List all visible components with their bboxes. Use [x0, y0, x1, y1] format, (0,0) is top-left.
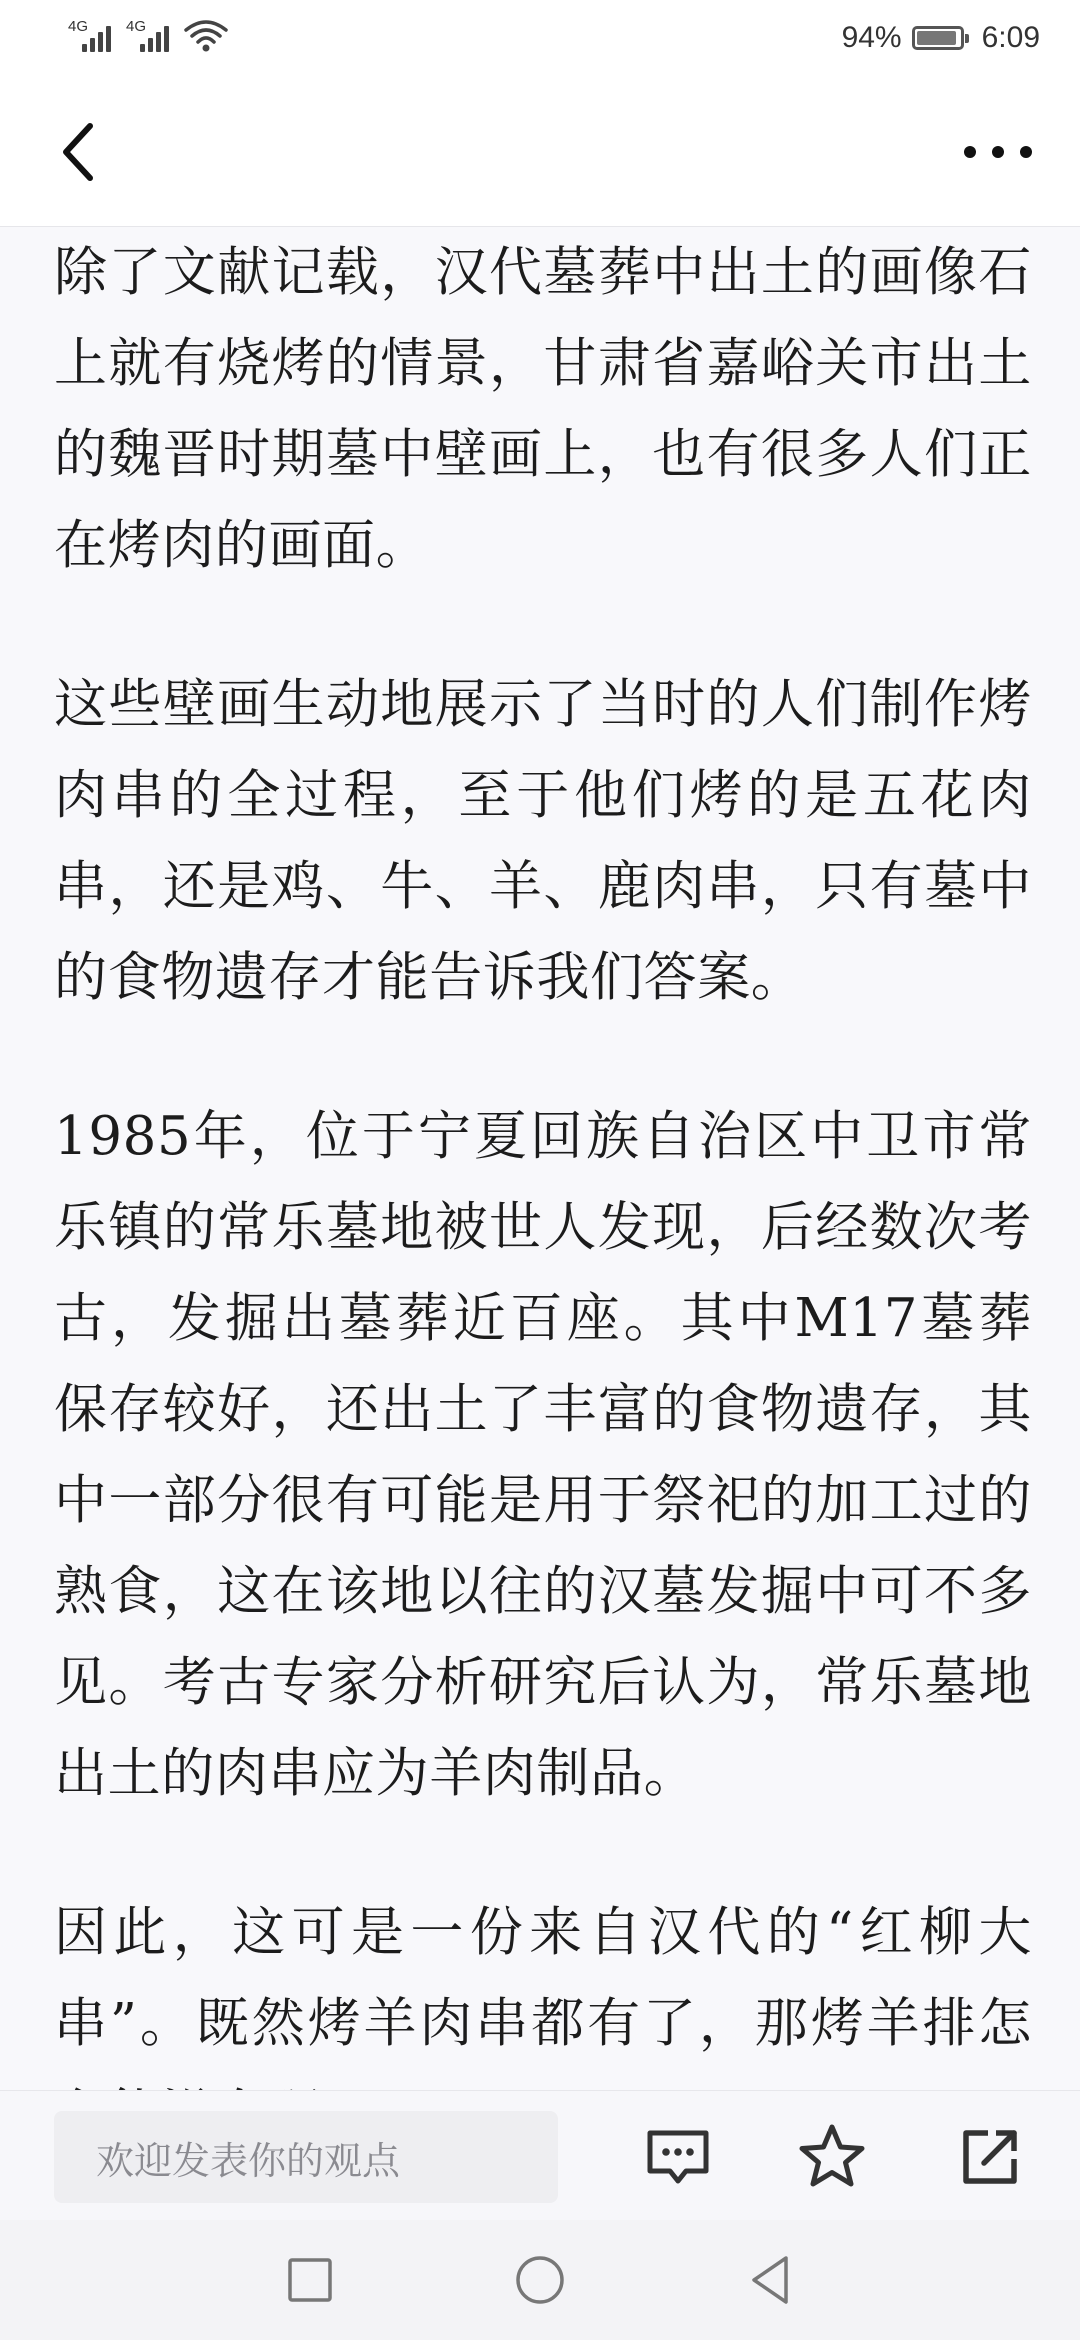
- recent-apps-button[interactable]: [280, 2250, 340, 2310]
- more-options-button[interactable]: [956, 112, 1040, 192]
- article-content[interactable]: [0, 227, 1080, 2089]
- top-nav-bar: [0, 78, 1080, 227]
- battery-percent: 94%: [841, 21, 902, 54]
- clock: 6:09: [981, 21, 1040, 54]
- signal-strength-icon: [68, 20, 116, 52]
- wifi-icon: [184, 18, 228, 54]
- chevron-left-icon: [66, 126, 90, 178]
- star-icon[interactable]: [796, 2121, 868, 2193]
- signal-strength-icon: [126, 20, 174, 52]
- share-icon[interactable]: [954, 2121, 1026, 2193]
- article-paragraph: 因此，这可是一份来自汉代的“红柳大串”。既然烤羊肉串都有了，那烤羊排怎: [54, 1902, 1032, 2054]
- bottom-action-bar: [0, 2090, 1080, 2221]
- triangle-back-icon: [754, 2258, 786, 2302]
- system-navigation-bar: [0, 2220, 1080, 2340]
- circle-icon: [518, 2258, 562, 2302]
- square-icon: [290, 2260, 330, 2300]
- comment-icon[interactable]: [642, 2121, 714, 2193]
- system-back-button[interactable]: [740, 2250, 800, 2310]
- battery-icon: [912, 26, 964, 50]
- status-bar: [0, 0, 1080, 78]
- home-button[interactable]: [510, 2250, 570, 2310]
- article-body: [54, 227, 1032, 2228]
- comment-input[interactable]: 欢迎发表你的观点: [54, 2111, 558, 2203]
- network-type-label: 4G: [68, 18, 89, 35]
- article-paragraph: 除了文献记载，汉代墓葬中出土的画像石上就有烧烤的情景，甘肃省嘉峪关市出土的魏晋时期墓中壁画上，也有很多人们正在烤肉的画面。: [54, 242, 1032, 576]
- status-right: [842, 20, 1040, 56]
- network-type-label: 4G: [126, 18, 147, 35]
- more-horizontal-icon: [964, 146, 1032, 158]
- back-button[interactable]: [50, 112, 122, 192]
- article-paragraph: 这些壁画生动地展示了当时的人们制作烤肉串的全过程，至于他们烤的是五花肉串，还是鸡、牛、羊、鹿肉串，只有墓中的食物遗存才能告诉我们答案。: [54, 674, 1032, 1008]
- article-paragraph: 1985年，位于宁夏回族自治区中卫市常乐镇的常乐墓地被世人发现，后经数次考古，发掘出墓葬近百座。其中M17墓葬保存较好，还出土了丰富的食物遗存，其中一部分很有可能是用于祭祀的加工过的熟食，这在该地以往的汉墓发掘中可不多见。考古专家分析研究后认为，常乐墓地出土的肉串应为羊肉制品。: [54, 1106, 1032, 1804]
